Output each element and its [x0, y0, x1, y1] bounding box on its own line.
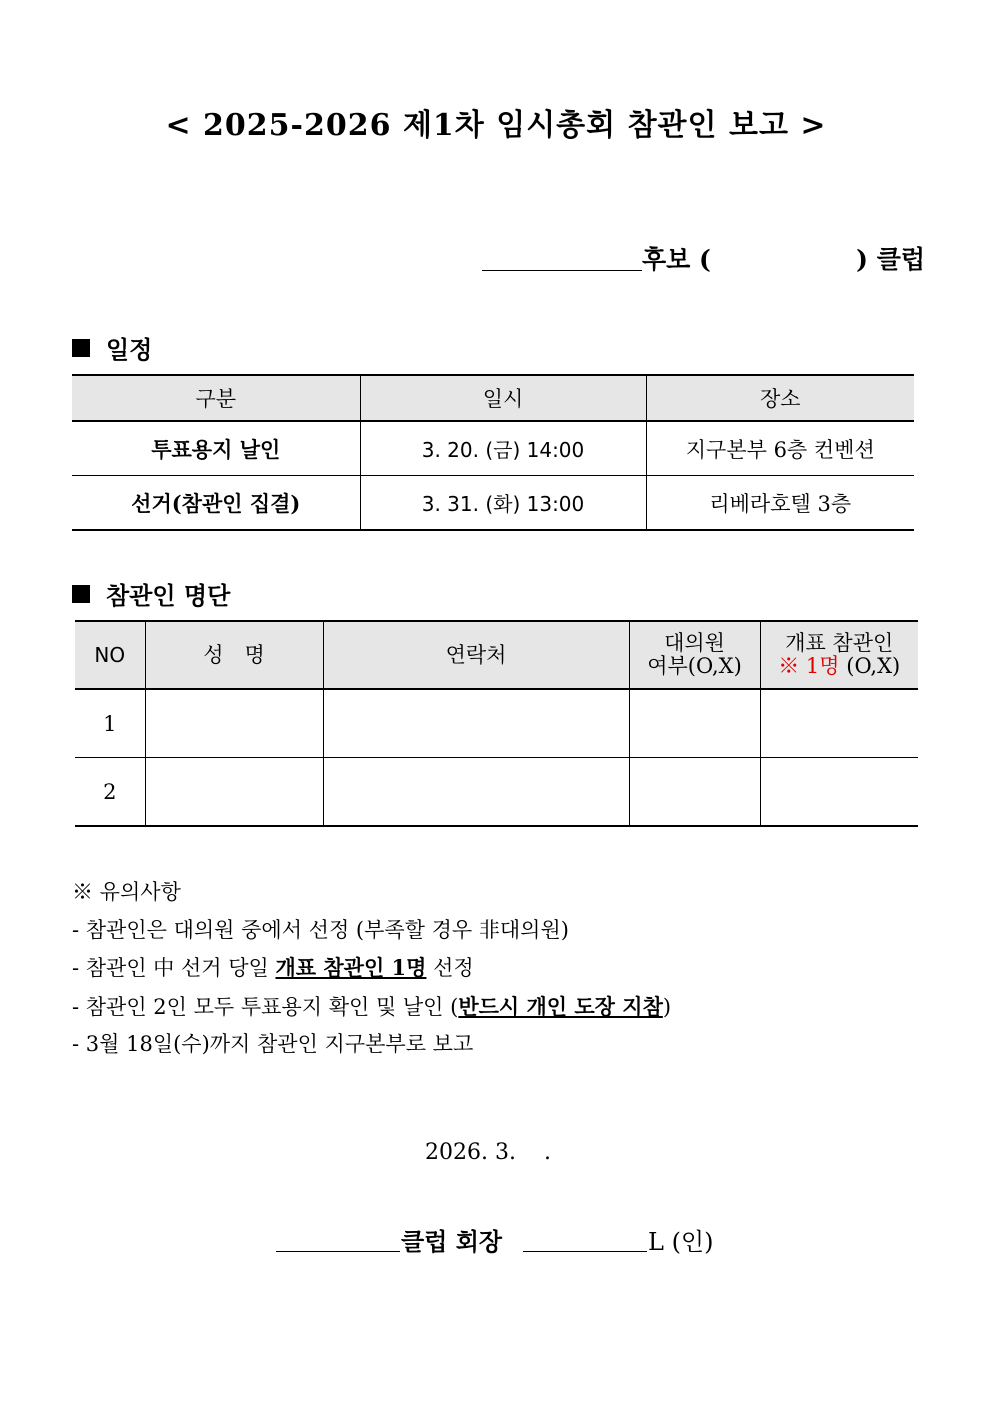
- observer-counting-cell[interactable]: [760, 689, 918, 758]
- schedule-row-datetime: 3. 20. (금) 14:00: [360, 421, 646, 476]
- observer-table: [75, 620, 918, 827]
- observer-no: 2: [75, 758, 145, 827]
- col-counting-line2: [762, 655, 918, 678]
- col-delegate: [629, 621, 760, 689]
- president-name-blank[interactable]: [523, 1251, 647, 1252]
- schedule-row-label: 선거(참관인 집결): [72, 476, 360, 531]
- col-category: 구분: [72, 375, 360, 421]
- col-delegate-line1: 대의원: [664, 631, 725, 655]
- candidate-club-line: [480, 238, 925, 276]
- counting-ox: (O,X): [846, 654, 901, 678]
- schedule-row: [72, 421, 914, 476]
- note-line-1: - 참관인은 대의원 중에서 선정 (부족할 경우 非대의원): [72, 917, 569, 942]
- col-name: 성 명: [145, 621, 323, 689]
- page-title: < 2025-2026 제1차 임시총회 참관인 보고 >: [165, 108, 827, 143]
- signature-line: [276, 1218, 736, 1258]
- note-line-3-emphasis: 반드시 개인 도장 지참: [458, 993, 663, 1019]
- note-line-3: [72, 988, 671, 1027]
- report-date: 2026. 3. .: [425, 1140, 551, 1165]
- note-line-2-post: 선정: [426, 956, 474, 980]
- schedule-row: [72, 476, 914, 531]
- col-datetime: 일시: [360, 375, 646, 421]
- note-line-2-pre: - 참관인 中 선거 당일: [72, 956, 276, 980]
- square-bullet-icon: [72, 339, 90, 357]
- club-label: ) 클럽: [856, 245, 925, 274]
- observer-name-cell[interactable]: [145, 689, 323, 758]
- col-place: 장소: [646, 375, 914, 421]
- square-bullet-icon: [72, 585, 90, 603]
- note-line-3-post: ): [662, 994, 672, 1019]
- observer-row: [75, 689, 918, 758]
- club-president-label: 클럽 회장: [401, 1227, 503, 1256]
- observer-delegate-cell[interactable]: [629, 758, 760, 827]
- schedule-table: [72, 374, 914, 531]
- schedule-heading: [72, 330, 152, 365]
- observer-name-cell[interactable]: [145, 758, 323, 827]
- col-counting-line1: 개표 참관인: [785, 631, 894, 655]
- col-delegate-line2: 여부(O,X): [647, 654, 742, 678]
- col-contact: 연락처: [323, 621, 629, 689]
- observer-contact-cell[interactable]: [323, 689, 629, 758]
- seal-label: L (인): [648, 1228, 714, 1256]
- note-line-2-emphasis: 개표 참관인 1명: [275, 955, 427, 980]
- schedule-header-row: [72, 375, 914, 421]
- schedule-row-place: 리베라호텔 3층: [646, 476, 914, 531]
- observer-contact-cell[interactable]: [323, 758, 629, 827]
- note-line-4: - 3월 18일(수)까지 참관인 지구본부로 보고: [72, 1032, 474, 1056]
- club-name-blank[interactable]: [276, 1251, 400, 1252]
- schedule-row-place: 지구본부 6층 컨벤션: [646, 421, 914, 476]
- observer-no: 1: [75, 689, 145, 758]
- notes-title: ※ 유의사항: [72, 880, 181, 904]
- schedule-heading-text: 일정: [106, 335, 153, 364]
- candidate-name-blank[interactable]: [482, 270, 642, 271]
- col-no: NO: [75, 621, 145, 689]
- observers-heading-text: 참관인 명단: [106, 581, 231, 610]
- counting-note: ※ 1명: [778, 654, 840, 678]
- observers-heading: [72, 576, 230, 611]
- note-line-3-pre: - 참관인 2인 모두 투표용지 확인 및 날인 (: [72, 994, 459, 1019]
- schedule-row-label: 투표용지 날인: [72, 421, 360, 476]
- schedule-row-datetime: 3. 31. (화) 13:00: [360, 476, 646, 531]
- observer-header-row: [75, 621, 918, 689]
- notes-section: [72, 874, 671, 1064]
- col-counting-observer: [760, 621, 918, 689]
- note-line-2: [72, 949, 671, 988]
- observer-row: [75, 758, 918, 827]
- observer-counting-cell[interactable]: [760, 758, 918, 827]
- observer-delegate-cell[interactable]: [629, 689, 760, 758]
- candidate-label: 후보 (: [642, 245, 711, 274]
